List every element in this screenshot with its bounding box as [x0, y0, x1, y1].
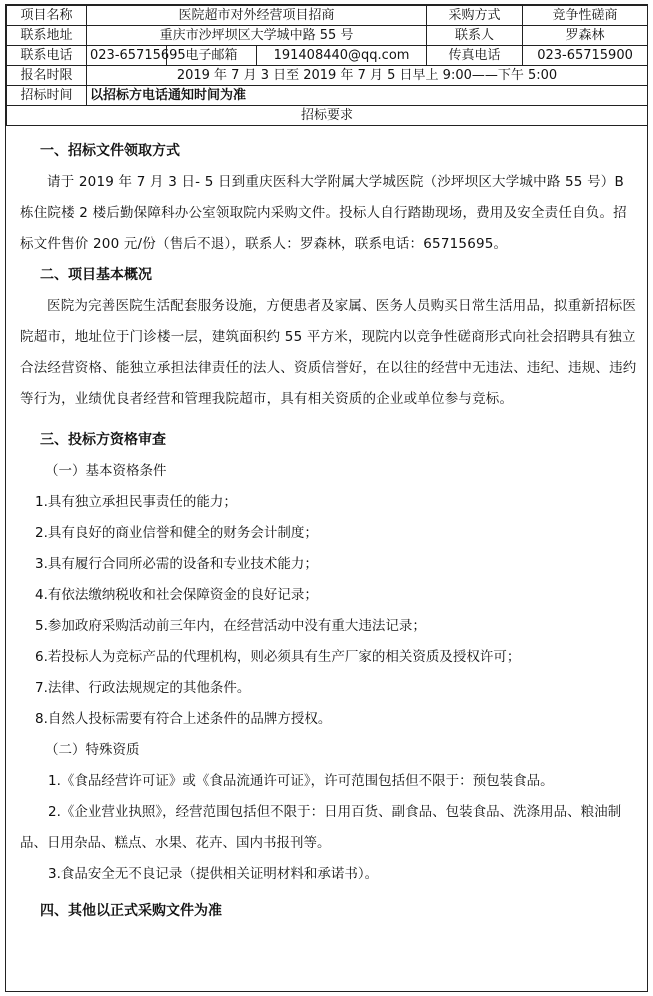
value-fax: 023-65715900: [523, 46, 648, 66]
section-4-title: 四、其他以正式采购文件为准: [40, 903, 222, 919]
label-address: 联系地址: [7, 26, 87, 46]
basic-condition-item: 5.参加政府采购活动前三年内，在经营活动中没有重大违法记录；: [35, 618, 426, 634]
info-table: [6, 5, 648, 126]
row-bid-time: [7, 86, 648, 106]
label-phone: 联系电话: [7, 46, 87, 66]
value-bid-time: 以招标方电话通知时间为准: [87, 86, 648, 106]
section-1-title: 一、招标文件领取方式: [40, 143, 180, 159]
basic-condition-item: 3.具有履行合同所必需的设备和专业技术能力；: [35, 556, 318, 572]
section-3-sub-1: （一）基本资格条件: [45, 463, 167, 479]
basic-condition-item: 4.有依法缴纳税收和社会保障资金的良好记录；: [35, 587, 318, 603]
label-registration: 报名时限: [7, 66, 87, 86]
value-phone: 023-65715695: [87, 46, 167, 66]
section-3-title: 三、投标方资格审查: [40, 432, 166, 448]
label-contact: 联系人: [427, 26, 523, 46]
basic-condition-item: 8.自然人投标需要有符合上述条件的品牌方授权。: [35, 711, 332, 727]
row-phone: [7, 46, 648, 66]
label-project-name: 项目名称: [7, 6, 87, 26]
special-qualification-item: 1.《食品经营许可证》或《食品流通许可证》，许可范围包括但不限于：预包装食品。: [48, 773, 554, 789]
section-3-sub-2: （二）特殊资质: [45, 742, 140, 758]
basic-condition-item: 6.若投标人为竞标产品的代理机构，则必须具有生产厂家的相关资质及授权许可；: [35, 649, 521, 665]
label-procurement-method: 采购方式: [427, 6, 523, 26]
value-procurement-method: 竞争性磋商: [523, 6, 648, 26]
label-email: 电子邮箱: [167, 46, 257, 66]
row-registration: [7, 66, 648, 86]
label-fax: 传真电话: [427, 46, 523, 66]
requirements-body: [6, 126, 647, 927]
label-bid-time: 招标时间: [7, 86, 87, 106]
basic-condition-item: 7.法律、行政法规规定的其他条件。: [35, 680, 251, 696]
value-email: 191408440@qq.com: [257, 46, 427, 66]
row-project-name: [7, 6, 648, 26]
value-contact: 罗森林: [523, 26, 648, 46]
row-address: [7, 26, 648, 46]
value-address: 重庆市沙坪坝区大学城中路 55 号: [87, 26, 427, 46]
requirements-heading: 招标要求: [7, 106, 648, 126]
value-registration: 2019 年 7 月 3 日至 2019 年 7 月 5 日早上 9:00——下午 5:00: [87, 66, 648, 86]
special-qualification-item: 3.食品安全无不良记录（提供相关证明材料和承诺书）。: [48, 866, 379, 882]
special-qualification-item: 2.《企业营业执照》，经营范围包括但不限于：日用百货、副食品、包装食品、洗涤用品、粮油制品、日用杂品、糕点、水果、花卉、国内书报刊等。: [20, 804, 622, 851]
section-2-paragraph: 医院为完善医院生活配套服务设施，方便患者及家属、医务人员购买日常生活用品，拟重新招标医院超市，地址位于门诊楼一层，建筑面积约 55 平方米，现院内以竞争性磋商形式向社会招聘具有独立合法经营资格、能独立承担法律责任的法人、资质信誉好，在以往的经营中无违法、违纪、违规、违约等行为，业绩优良者经营和管理我院超市，具有相关资质的企业或单位参与竞标。: [20, 298, 637, 407]
row-requirements-heading: [7, 106, 648, 126]
section-2-title: 二、项目基本概况: [40, 267, 152, 283]
value-project-name: 医院超市对外经营项目招商: [87, 6, 427, 26]
basic-condition-item: 1.具有独立承担民事责任的能力；: [35, 494, 237, 510]
basic-condition-item: 2.具有良好的商业信誉和健全的财务会计制度；: [35, 525, 318, 541]
document-sheet: [5, 4, 648, 992]
section-1-paragraph: 请于 2019 年 7 月 3 日- 5 日到重庆医科大学附属大学城医院（沙坪坝区大学城中路 55 号）B 栋住院楼 2 楼后勤保障科办公室领取院内采购文件。投标人自行踏勘现场，费用及安全责任自负。招标文件售价 200 元/份（售后不退），联系人：罗森林，联系电话：65715695。: [20, 174, 627, 252]
